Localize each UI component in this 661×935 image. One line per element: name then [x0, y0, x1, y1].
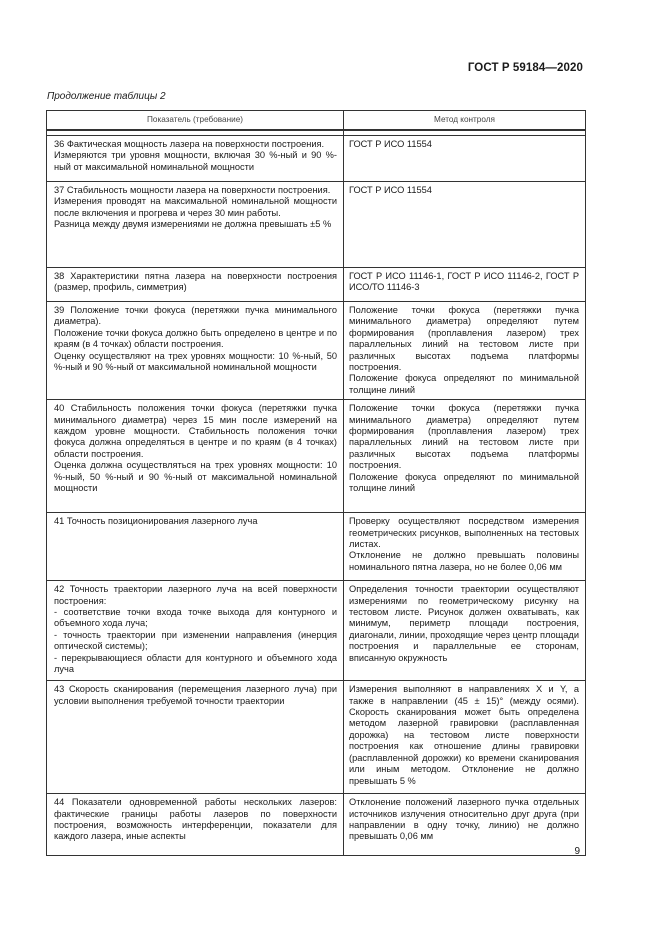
- page-number: 9: [574, 846, 580, 857]
- method-text: ГОСТ Р ИСО 11146-1, ГОСТ Р ИСО 11146-2, ГОСТ Р ИСО/ТО 11146-3: [349, 271, 579, 293]
- method-cell: [344, 400, 586, 513]
- indicator-text: 44 Показатели одновременной работы нескольких лазеров: фактические границы работы лазеров по поверхности построения, возможность интерференции, показатели для каждого лазера, иные аспекты: [54, 797, 337, 842]
- table-caption: Продолжение таблицы 2: [47, 91, 166, 102]
- indicator-cell: [47, 136, 344, 182]
- method-cell: [344, 681, 586, 794]
- indicator-text: 36 Фактическая мощность лазера на поверхности построения.: [54, 139, 325, 149]
- indicator-text: Оценку осуществляют на трех уровнях мощности: 10 %-ный, 50 %-ный и 90 %-ный от максимальной номинальной мощности: [54, 350, 337, 373]
- indicator-cell: [47, 794, 344, 856]
- indicator-text: Положение точки фокуса должно быть определено в центре и по краям (в 4 точках) области построения.: [54, 327, 337, 350]
- table-row: [47, 182, 586, 268]
- indicator-text: 42 Точность траектории лазерного луча на всей поверхности построения:: [54, 584, 337, 606]
- indicator-text: 38 Характеристики пятна лазера на поверхности построения (размер, профиль, симметрия): [54, 271, 337, 293]
- indicator-text: 41 Точность позиционирования лазерного луча: [54, 516, 258, 527]
- indicator-text: Оценка должна осуществляться на трех уровнях мощности: 10 %-ный, 50 %-ный и 90 %-ный от максимальной номинальной мощности: [54, 460, 337, 494]
- method-cell: [344, 513, 586, 581]
- method-cell: [344, 302, 586, 400]
- method-text: Измерения выполняют в направлениях X и Y, а также в направлении (45 ± 15)° (между осями). Скорость сканирования может быть определена методом лазерной гравировки (расплавленная дорожка) на тестовом листе поверхности построения как отношение длины гравировки (расплавленной дорожки) ко времени сканирования или иным методом. Отклонение не должно превышать 5 %: [349, 684, 579, 786]
- method-text: Положение фокуса определяют по минимальной толщине линий: [349, 471, 579, 494]
- indicator-text: - точность траектории при изменении направления (инерция оптической системы);: [54, 629, 337, 652]
- method-cell: [344, 268, 586, 302]
- table-row: [47, 513, 586, 581]
- indicator-cell: [47, 513, 344, 581]
- indicator-cell: [47, 681, 344, 794]
- indicator-text: Разница между двумя измерениями не должна превышать ±5 %: [54, 219, 332, 230]
- table-header-row: [47, 111, 586, 131]
- table-row: [47, 681, 586, 794]
- method-text: Положение точки фокуса (перетяжки пучка минимального диаметра) определяют путем формирования (проплавления лазером) трех параллельных линий на тестовом листе при различных высотах подъема платформы построения.: [349, 403, 579, 471]
- table-row: [47, 268, 586, 302]
- column-header-indicator: Показатель (требование): [47, 111, 344, 131]
- method-text: Положение фокуса определяют по минимальной толщине линий: [349, 373, 579, 395]
- method-text: ГОСТ Р ИСО 11554: [349, 185, 432, 195]
- method-text: Проверку осуществляют посредством измерения геометрических рисунков, выполненных на тестовых листах.: [349, 516, 579, 550]
- indicator-cell: [47, 302, 344, 400]
- standard-designation: ГОСТ Р 59184—2020: [467, 62, 583, 74]
- indicator-text: 39 Положение точки фокуса (перетяжки пучка минимального диаметра).: [54, 305, 337, 327]
- indicator-text: Измерения проводят на максимальной номинальной мощности после включения и прогрева и через 30 мин работы.: [54, 196, 337, 218]
- indicator-text: 37 Стабильность мощности лазера на поверхности построения.: [54, 185, 331, 195]
- indicator-text: 43 Скорость сканирования (перемещения лазерного луча) при условии выполнения требуемой точности траектории: [54, 684, 337, 706]
- requirements-table: [46, 110, 586, 856]
- method-text: ГОСТ Р ИСО 11554: [349, 139, 432, 149]
- method-cell: [344, 581, 586, 681]
- table-row: [47, 794, 586, 856]
- indicator-cell: [47, 581, 344, 681]
- method-cell: [344, 136, 586, 182]
- method-cell: [344, 794, 586, 856]
- indicator-cell: [47, 400, 344, 513]
- indicator-text: Измеряются три уровня мощности, включая 30 %-ный и 90 %-ный от максимальной номинальной мощности: [54, 150, 337, 172]
- table-row: [47, 136, 586, 182]
- indicator-text: 40 Стабильность положения точки фокуса (перетяжки пучка минимального диаметра) через 15 мин после измерений на каждом уровне мощности. Стабильность положения точки фокуса должна определяться в центре и по краям (в 4 точках) области построения.: [54, 403, 337, 459]
- method-text: Отклонение не должно превышать половины номинального пятна лазера, но не более 0,06 мм: [349, 550, 579, 572]
- indicator-text: - перекрывающиеся области для контурного и объемного хода луча: [54, 652, 337, 675]
- indicator-text: - соответствие точки входа точке выхода для контурного и объемного хода луча;: [54, 607, 337, 629]
- column-header-method: Метод контроля: [344, 111, 586, 131]
- table-row: [47, 400, 586, 513]
- table-row: [47, 581, 586, 681]
- method-text: Отклонение положений лазерного пучка отдельных источников излучения относительно друг друга (при направлении в одну точку, линию) не должно превышать 0,06 мм: [349, 797, 579, 842]
- method-cell: [344, 182, 586, 268]
- table-row: [47, 302, 586, 400]
- table-body: [47, 136, 586, 856]
- method-text: Определения точности траектории осуществляют измерениями по геометрическому рисунку на тестовом листе. Рисунок должен охватывать, как минимум, периметр площади построения, диагонали, линии, проходящие через центр площади построения и параллельные ее сторонам, вписанную окружность: [349, 584, 579, 663]
- method-text: Положение точки фокуса (перетяжки пучка минимального диаметра) определяют путем формирования (проплавления лазером) трех параллельных линий на тестовом листе при различных высотах подъема платформы построения.: [349, 305, 579, 373]
- indicator-cell: [47, 182, 344, 268]
- indicator-cell: [47, 268, 344, 302]
